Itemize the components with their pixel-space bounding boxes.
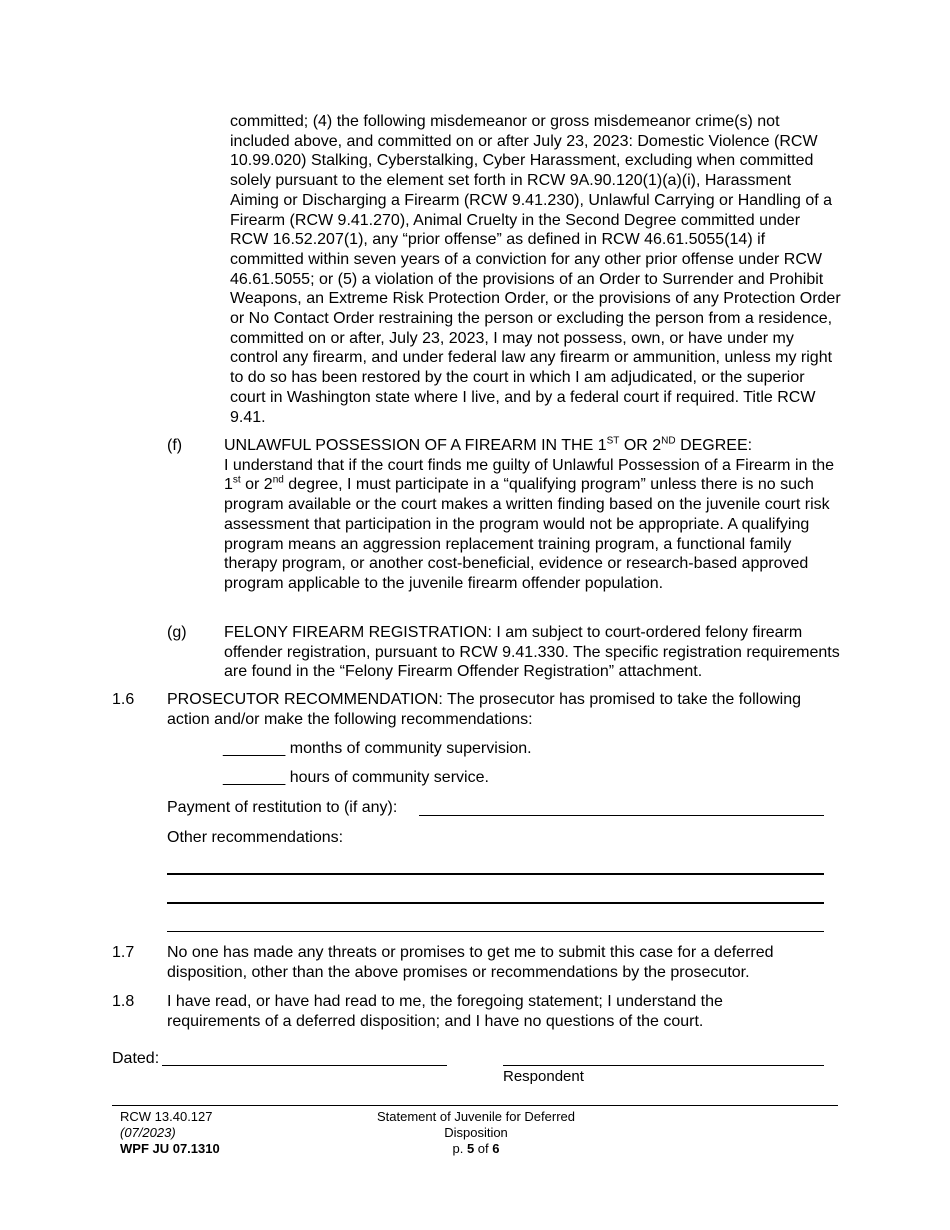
restitution-input-line[interactable] — [419, 815, 824, 816]
section-1-6-text: PROSECUTOR RECOMMENDATION: The prosecutor has promised to take the following action and/or make the following recommendations: — [167, 691, 801, 728]
footer-title-line1: Statement of Juvenile for Deferred — [377, 1109, 575, 1124]
other-recommendations-line-3[interactable] — [167, 931, 824, 932]
dated-input-line[interactable] — [162, 1065, 447, 1066]
item-f-label: (f) — [167, 437, 183, 454]
other-recommendations-line-1[interactable] — [167, 873, 824, 875]
footer-rule — [112, 1105, 838, 1106]
respondent-label: Respondent — [503, 1068, 584, 1085]
other-recommendations-line-2[interactable] — [167, 902, 824, 904]
footer-form-id: WPF JU 07.1310 — [120, 1141, 220, 1156]
other-recommendations-label: Other recommendations: — [167, 829, 344, 846]
continued-paragraph: committed; (4) the following misdemeanor or gross misdemeanor crime(s) not included above, and committed on or after July 23, 2023: Domestic Violence (RCW 10.99.020) Stalking, Cyberstalking, Cyber Harassment, excluding when committed solely pursuant to the element set forth in RCW 9A.90.120(1)(a)(i), Harassment Aiming or Discharging a Firearm (RCW 9.41.230), Unlawful Carrying or Handling of a Firearm (RCW 9.41.270), Animal Cruelty in the Second Degree committed under RCW 16.52.207(1), any “prior offense” as defined in RCW 46.61.5055(14) if committed within seven years of a conviction for any other prior offense under RCW 46.61.5055; or (5) a violation of the provisions of an Order to Surrender and Prohibit Weapons, an Extreme Risk Protection Order, or the provisions of any Protection Order or No Contact Order restraining the person or excluding the person from a residence, committed on or after, July 23, 2023, I may not possess, own, or have under my control any firearm, and under federal law any firearm or ammunition, unless my right to do so has been restored by the court in which I am adjudicated, or the superior court in Washington state where I live, and by a federal court if required. Title RCW 9.41. — [230, 113, 841, 426]
section-1-7-number: 1.7 — [112, 944, 135, 961]
section-1-8-text: I have read, or have had read to me, the foregoing statement; I understand the requirements of a deferred disposition; and I have no questions of the court. — [167, 993, 723, 1030]
section-1-7-text: No one has made any threats or promises to get me to submit this case for a deferred disposition, other than the above promises or recommendations by the prosecutor. — [167, 944, 774, 981]
item-g-text: FELONY FIREARM REGISTRATION: I am subject to court-ordered felony firearm offender registration, pursuant to RCW 9.41.330. The specific registration requirements are found in the “Felony Firearm Offender Registration” attachment. — [224, 624, 840, 681]
section-1-6-number: 1.6 — [112, 691, 135, 708]
footer-title-line2: Disposition — [444, 1125, 508, 1140]
restitution-label: Payment of restitution to (if any): — [167, 799, 398, 816]
service-line[interactable]: _______ hours of community service. — [223, 769, 489, 786]
footer-page-number: p. 5 of 6 — [452, 1141, 500, 1156]
dated-label: Dated: — [112, 1050, 160, 1067]
footer-rcw: RCW 13.40.127 — [120, 1109, 213, 1124]
item-f-heading: UNLAWFUL POSSESSION OF A FIREARM IN THE 1ST OR 2ND DEGREE: — [224, 435, 753, 454]
item-f-text — [224, 436, 842, 594]
item-f-body: I understand that if the court finds me guilty of Unlawful Possession of a Firearm in the 1st or 2nd degree, I must participate in a “qualifying program” unless there is no such program available or the court makes a written finding based on the juvenile court risk assessment that participation in the program would not be appropriate. A qualifying program means an aggression replacement training program, a functional family therapy program, or another cost-beneficial, evidence or research-based approved program applicable to the juvenile firearm offender population. — [224, 456, 835, 592]
item-g-label: (g) — [167, 624, 187, 641]
section-1-8-number: 1.8 — [112, 993, 135, 1010]
footer-date: (07/2023) — [120, 1125, 176, 1140]
respondent-signature-line[interactable] — [503, 1065, 824, 1066]
supervision-line[interactable]: _______ months of community supervision. — [223, 740, 532, 757]
